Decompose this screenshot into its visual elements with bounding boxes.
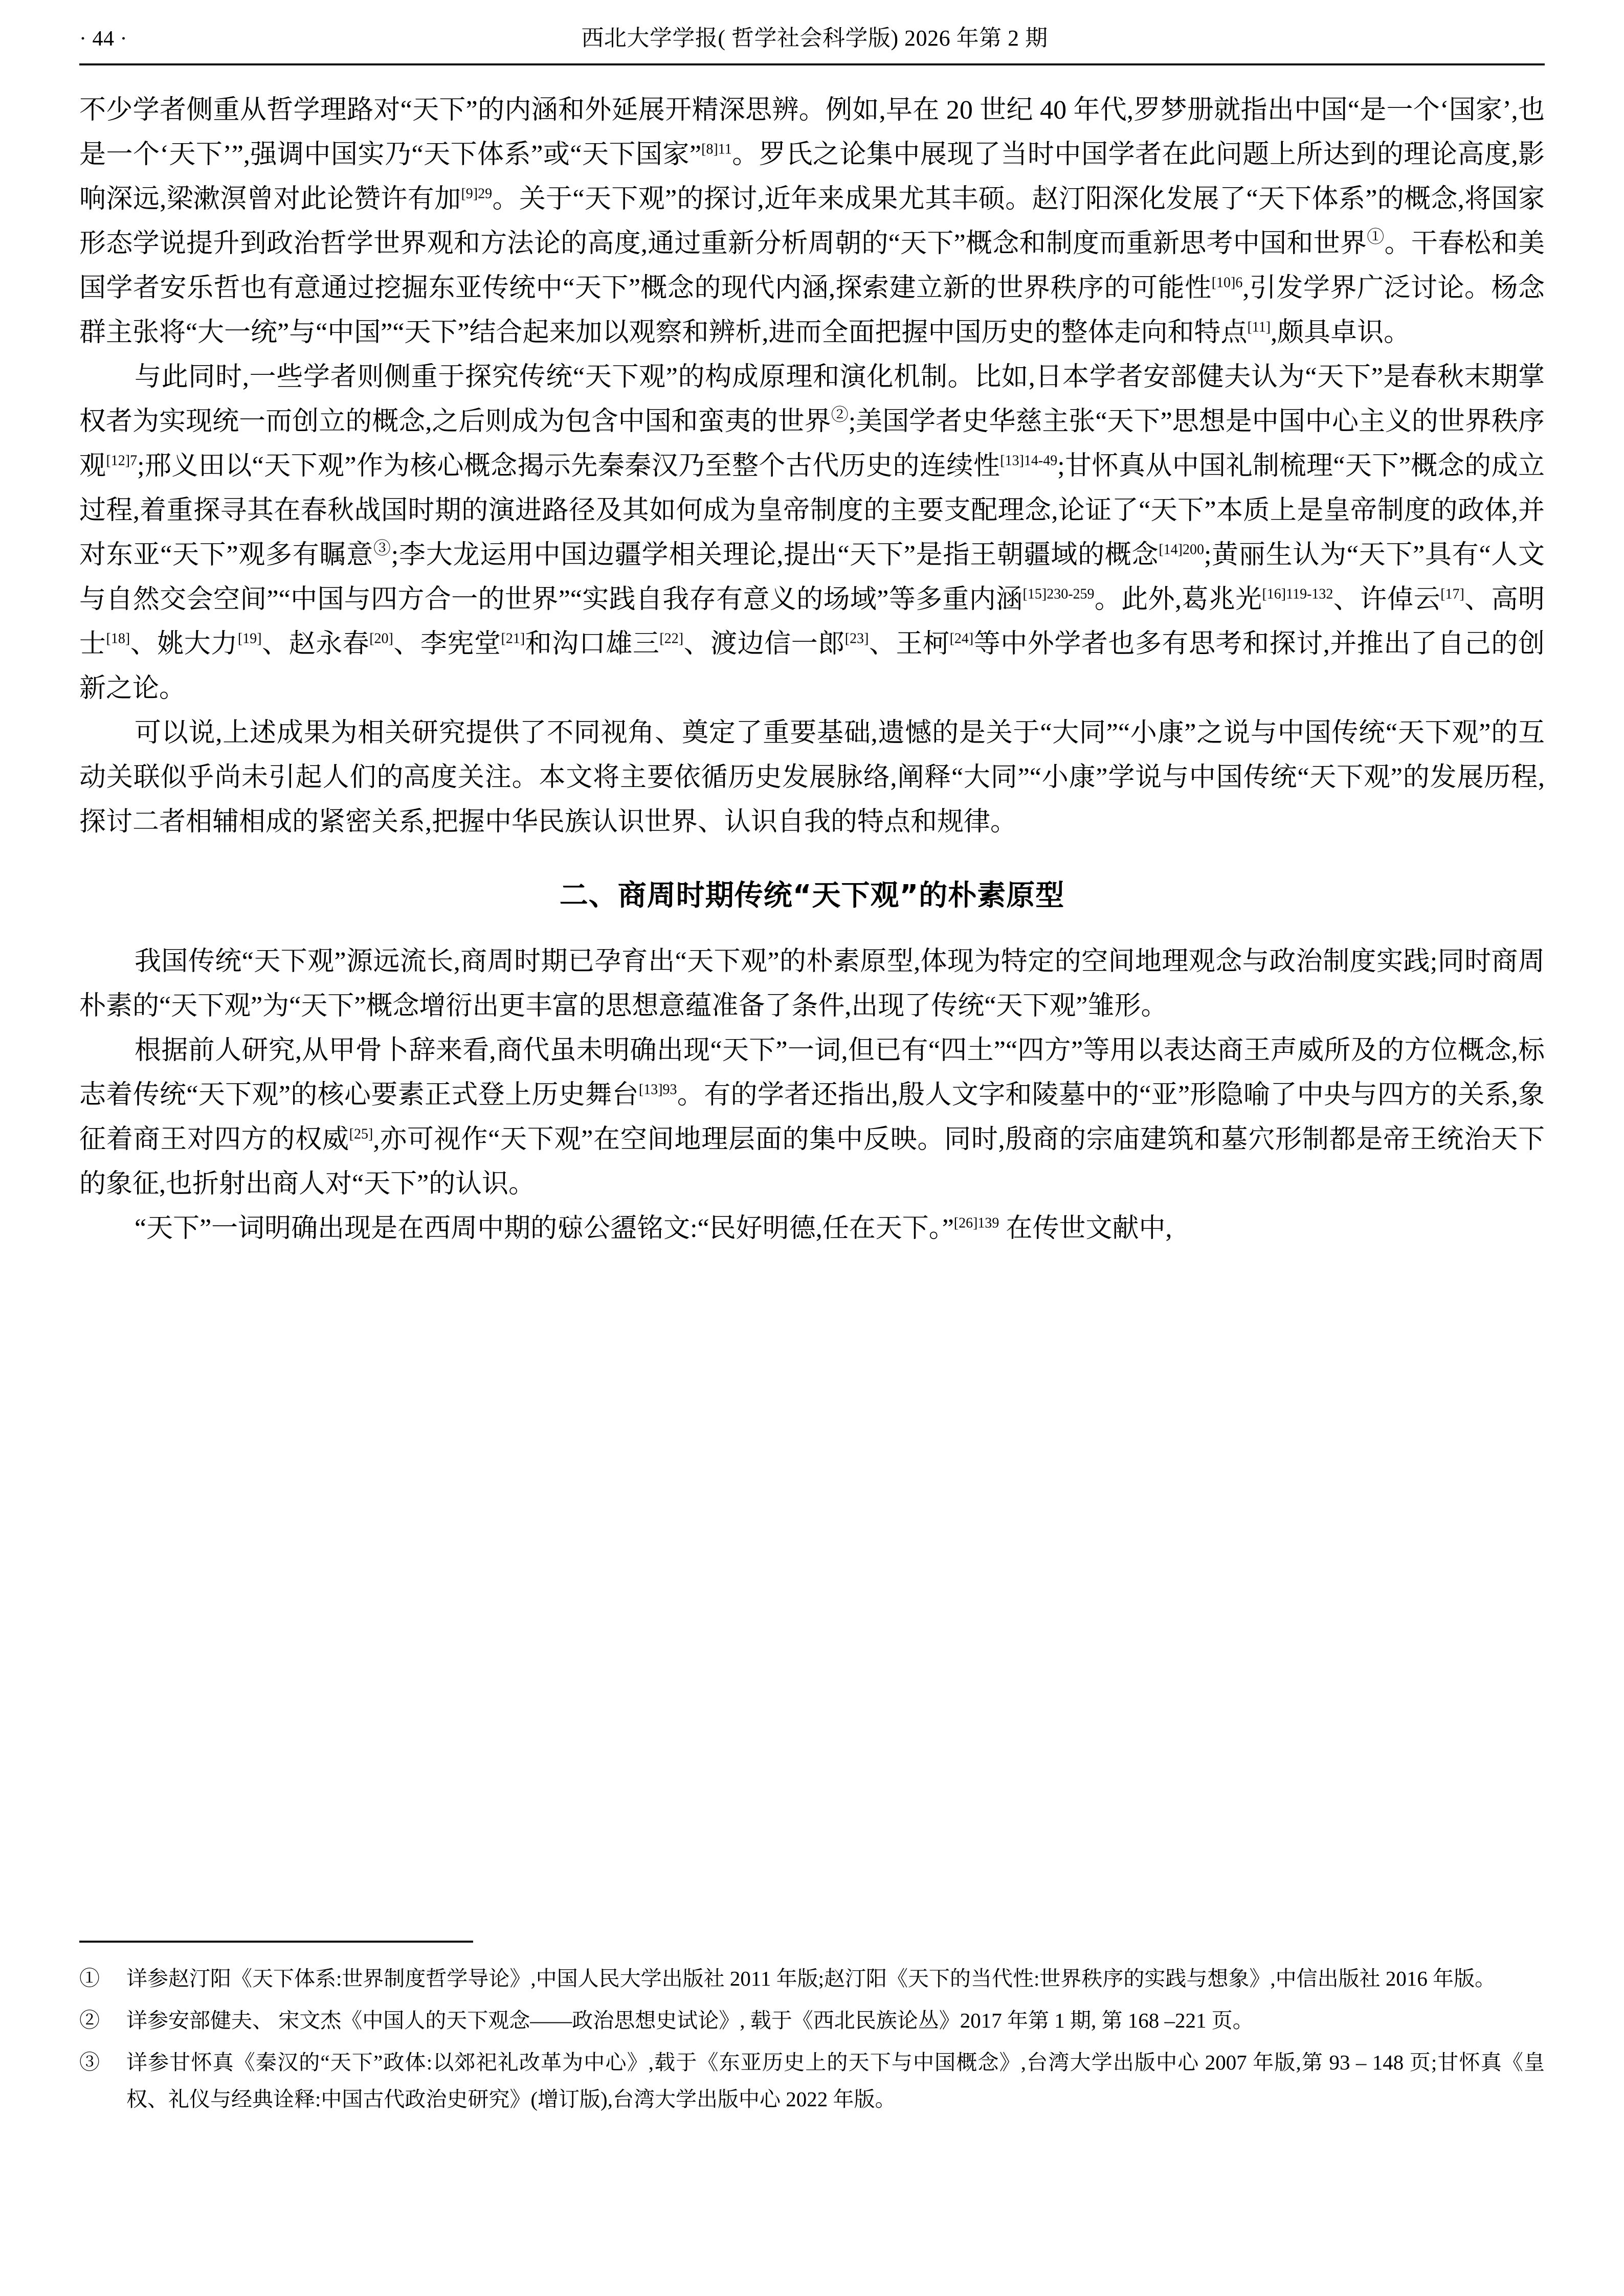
journal-title: 西北大学学报( 哲学社会科学版) 2026 年第 2 期 [581, 26, 1048, 51]
paragraph-1: 不少学者侧重从哲学理路对“天下”的内涵和外延展开精深思辨。例如,早在 20 世纪 40 年代,罗梦册就指出中国“是一个‘国家’,也是一个‘天下’”,强调中国实乃“天下体系”或“天下国家”$^{[8]11}$。罗氏之论集中展现了当时中国学者在此问题上所达到的理论高度,影响深远,梁漱溟曾对此论赞许有加$^{[9]29}$。关于“天下观”的探讨,近年来成果尤其丰硕。赵汀阳深化发展了“天下体系”的概念,将国家形态学说提升到政治哲学世界观和方法论的高度,通过重新分析周朝的“天下”概念和制度而重新思考中国和世界①。干春松和美国学者安乐哲也有意通过挖掘东亚传统中“天下”概念的现代内涵,探索建立新的世界秩序的可能性$^{[10]6}$,引发学界广泛讨论。杨念群主张将“大一统”与“中国”“天下”结合起来加以观察和辨析,进而全面把握中国历史的整体走向和特点[11],颇具卓识。 [79, 96, 1545, 347]
paragraph-6: “天下”一词明确出现是在西周中期的𣄴公盨铭文:“民好明德,任在天下。”$^{[26]139}$ 在传世文献中, [135, 1214, 1172, 1243]
paragraph-5: 根据前人研究,从甲骨卜辞来看,商代虽未明确出现“天下”一词,但已有“四土”“四方”等用以表达商王声威所及的方位概念,标志着传统“天下观”的核心要素正式登上历史舞台$^{[13]93}$。有的学者还指出,殷人文字和陵墓中的“亚”形隐喻了中央与四方的关系,象征着商王对四方的权威[25],亦可视作“天下观”在空间地理层面的集中反映。同时,殷商的宗庙建筑和墓穴形制都是帝王统治天下的象征,也折射出商人对“天下”的认识。 [79, 1036, 1545, 1199]
paragraph-3: 可以说,上述成果为相关研究提供了不同视角、奠定了重要基础,遗憾的是关于“大同”“小康”之说与中国传统“天下观”的互动关联似乎尚未引起人们的高度关注。本文将主要依循历史发展脉络,阐释“大同”“小康”学说与中国传统“天下观”的发展历程,探讨二者相辅相成的紧密关系,把握中华民族认识世界、认识自我的特点和规律。 [79, 718, 1545, 837]
page-content-frame [79, 0, 1545, 1251]
footnote-text: 详参甘怀真《秦汉的“天下”政体:以郊祀礼改革为中心》,载于《东亚历史上的天下与中国概念》,台湾大学出版中心 2007 年版,第 93 – 148 页;甘怀真《皇权、礼仪与经典诠释:中国古代政治史研究》(增订版),台湾大学出版中心 2022 年版。 [126, 2051, 1545, 2111]
running-head [79, 0, 1545, 60]
footnote-text: 详参赵汀阳《天下体系:世界制度哲学导论》,中国人民大学出版社 2011 年版;赵汀阳《天下的当代性:世界秩序的实践与想象》,中信出版社 2016 年版。 [126, 1967, 1496, 1990]
page-folio: · 44 · [79, 27, 127, 51]
footnote-marker: ② [79, 2009, 100, 2032]
footnote-text: 详参安部健夫、 宋文杰《中国人的天下观念——政治思想史试论》, 载于《西北民族论丛》2017 年第 1 期, 第 168 –221 页。 [126, 2009, 1254, 2032]
footnote-item [79, 2044, 1545, 2118]
footnote-separator-rule [79, 1941, 473, 1943]
footnote-area [79, 1941, 1545, 2123]
paragraph-2: 与此同时,一些学者则侧重于探究传统“天下观”的构成原理和演化机制。比如,日本学者安部健夫认为“天下”是春秋末期掌权者为实现统一而创立的概念,之后则成为包含中国和蛮夷的世界②;美国学者史华慈主张“天下”思想是中国中心主义的世界秩序观$^{[12]7}$;邢义田以“天下观”作为核心概念揭示先秦秦汉乃至整个古代历史的连续性$^{[13]14-49}$;甘怀真从中国礼制梳理“天下”概念的成立过程,着重探寻其在春秋战国时期的演进路径及其如何成为皇帝制度的主要支配理念,论证了“天下”本质上是皇帝制度的政体,并对东亚“天下”观多有瞩意③;李大龙运用中国边疆学相关理论,提出“天下”是指王朝疆域的概念$^{[14]200}$;黄丽生认为“天下”具有“人文与自然交会空间”“中国与四方合一的世界”“实践自我存有意义的场域”等多重内涵$^{[15]230-259}$。此外,葛兆光$^{[16]119-132}$、许倬云[17]、高明士[18]、姚大力[19]、赵永春[20]、李宪堂[21]和沟口雄三[22]、渡边信一郎[23]、王柯[24]等中外学者也多有思考和探讨,并推出了自己的创新之论。 [79, 363, 1545, 703]
footnote-item [79, 2002, 1545, 2039]
paragraph-4: 我国传统“天下观”源远流长,商周时期已孕育出“天下观”的朴素原型,体现为特定的空间地理观念与政治制度实践;同时商周朴素的“天下观”为“天下”概念增衍出更丰富的思想意蕴准备了条件,出现了传统“天下观”雏形。 [79, 947, 1545, 1021]
footnote-item [79, 1960, 1545, 1997]
footnote-marker: ① [79, 1967, 100, 1990]
section-heading: 二、商周时期传统“天下观”的朴素原型 [559, 879, 1065, 912]
body-text [79, 65, 1545, 1251]
footnote-marker: ③ [79, 2051, 100, 2074]
